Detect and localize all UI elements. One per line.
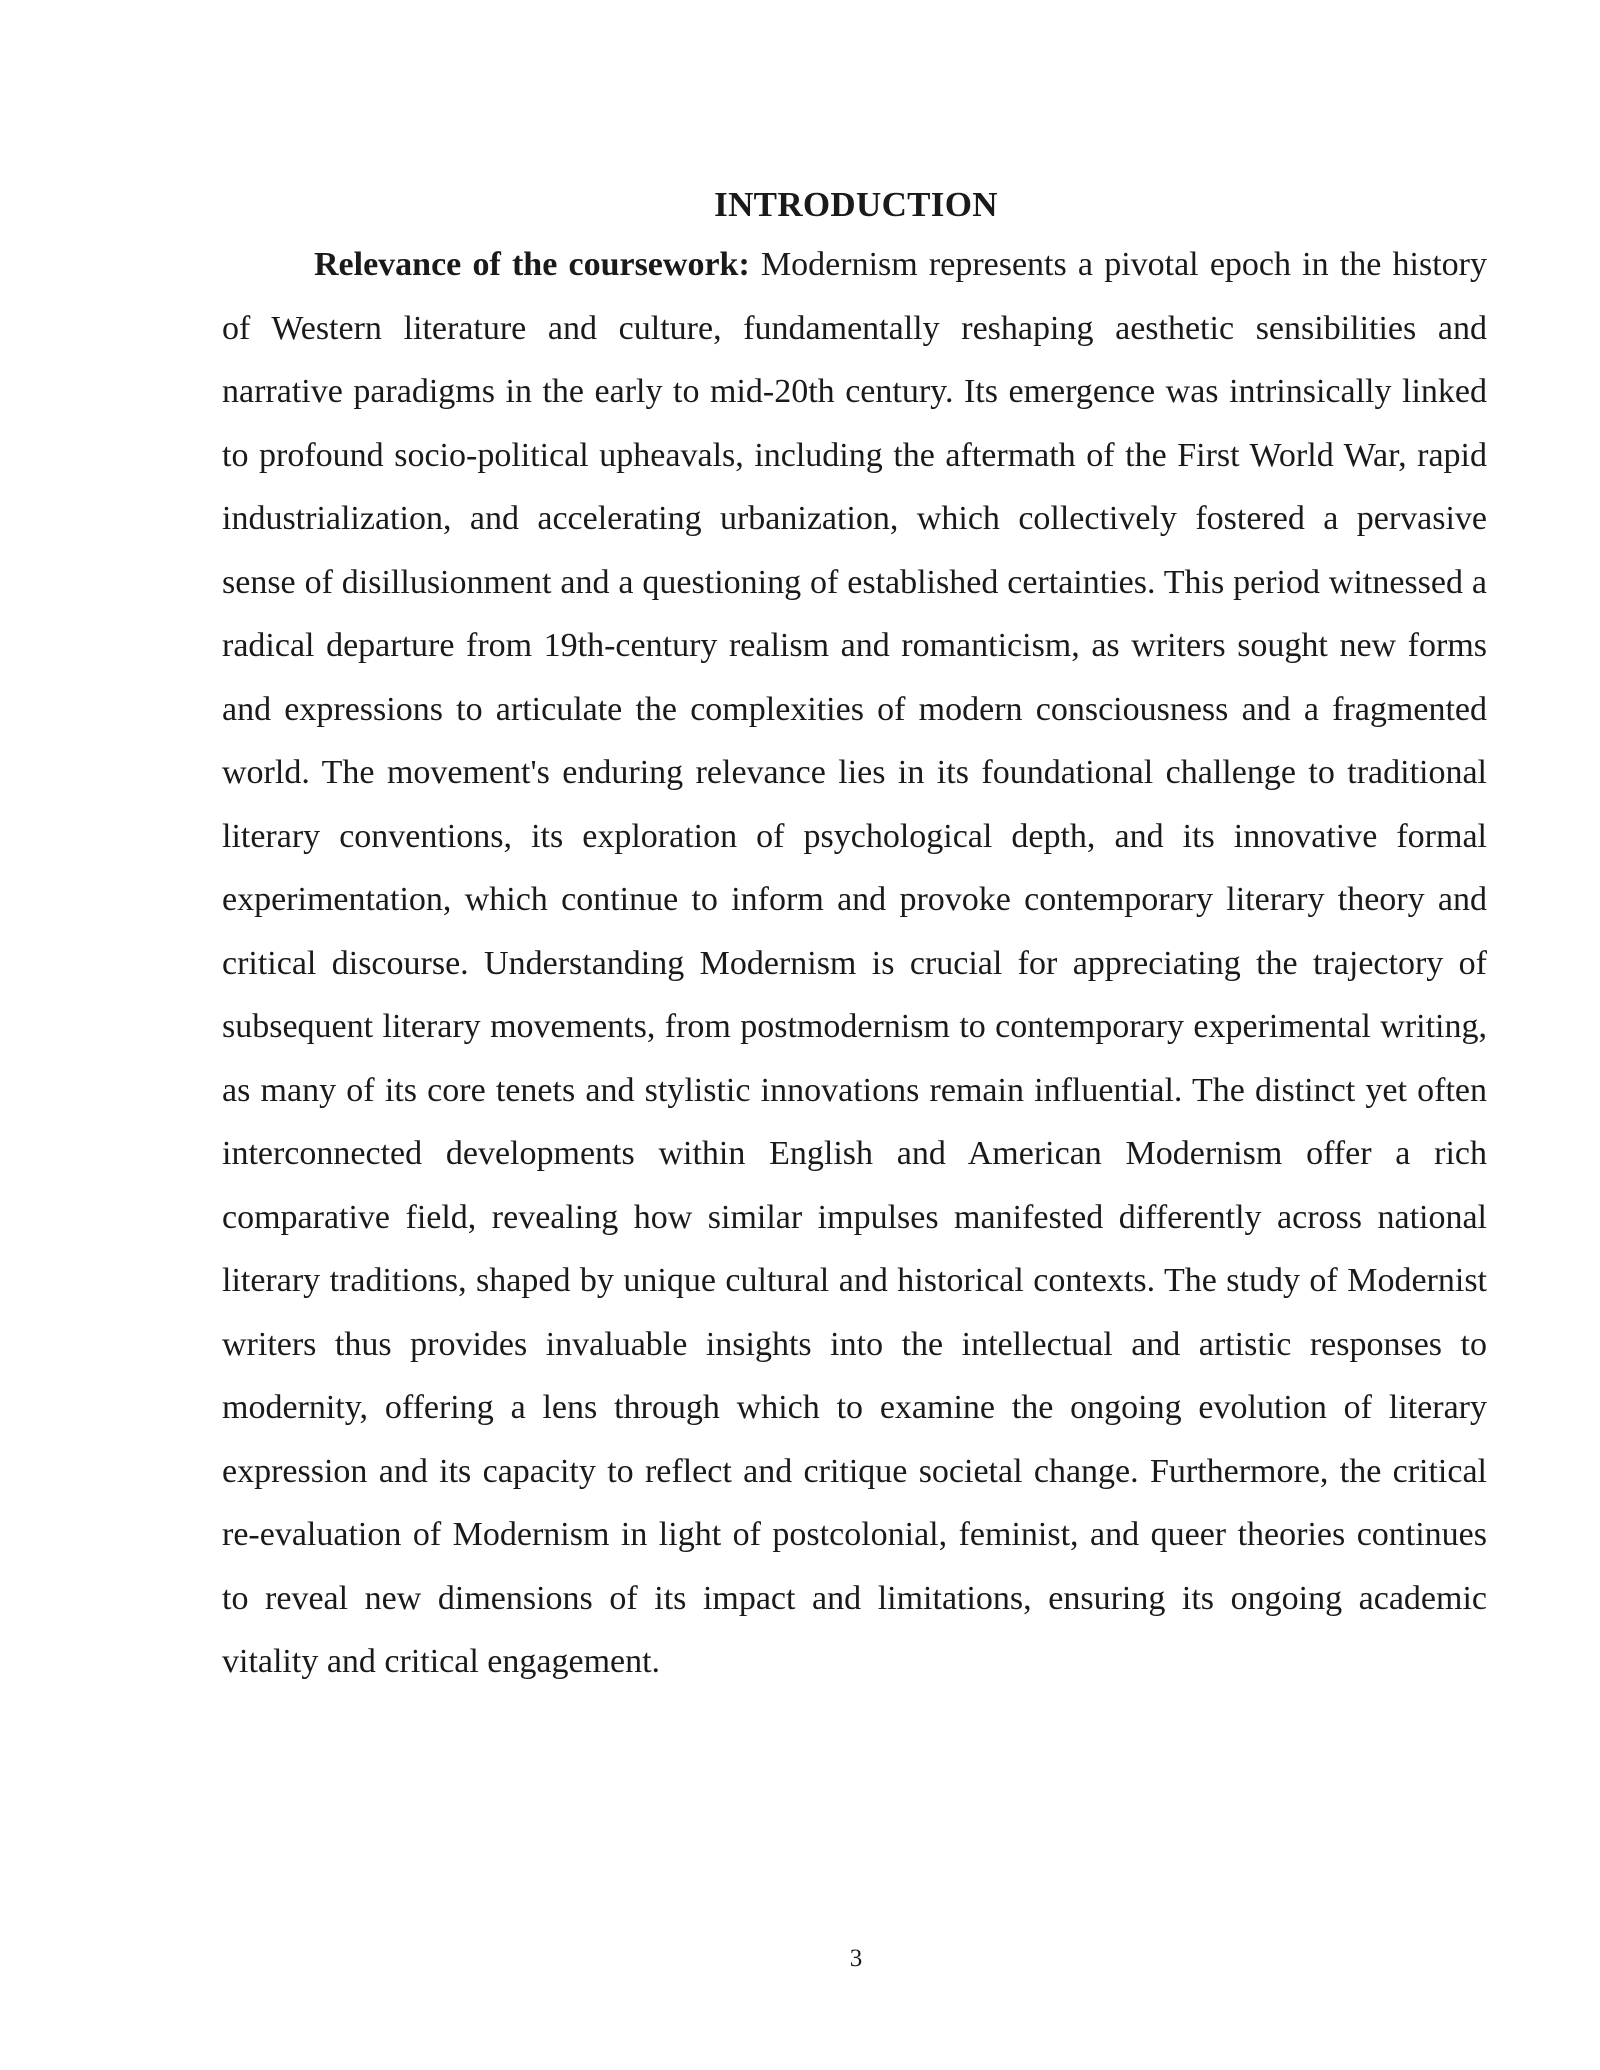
page-title: INTRODUCTION [714,185,998,224]
body-paragraph [222,233,1487,1694]
page-number: 3 [849,1945,863,1972]
section-lead: Relevance of the coursework: [314,246,750,283]
paragraph-text: Modernism represents a pivotal epoch in the history of Western literature and culture, fundamentally reshaping aesthetic sensibilities and narrative paradigms in the early to mid-20th century. Its emergence was intrinsically linked to profound socio-political upheavals, including the aftermath of the First World War, rapid industrialization, and accelerating urbanization, which collectively fostered a pervasive sense of disillusionment and a questioning of established certainties. This period witnessed a radical departure from 19th-century realism and romanticism, as writers sought new forms and expressions to articulate the complexities of modern consciousness and a fragmented world. The movement's enduring relevance lies in its foundational challenge to traditional literary conventions, its exploration of psychological depth, and its innovative formal experimentation, which continue to inform and provoke contemporary literary theory and critical discourse. Understanding Modernism is crucial for appreciating the trajectory of subsequent literary movements, from postmodernism to contemporary experimental writing, as many of its core tenets and stylistic innovations remain influential. The distinct yet often interconnected developments within English and American Modernism offer a rich comparative field, revealing how similar impulses manifested differently across national literary traditions, shaped by unique cultural and historical contexts. The study of Modernist writers thus provides invaluable insights into the intellectual and artistic responses to modernity, offering a lens through which to examine the ongoing evolution of literary expression and its capacity to reflect and critique societal change. Furthermore, the critical re-evaluation of Modernism in light of postcolonial, feminist, and queer theories continues to reveal new dimensions of its impact and limitations, ensuring its ongoing academic vitality and critical engagement. [222,246,1487,1680]
